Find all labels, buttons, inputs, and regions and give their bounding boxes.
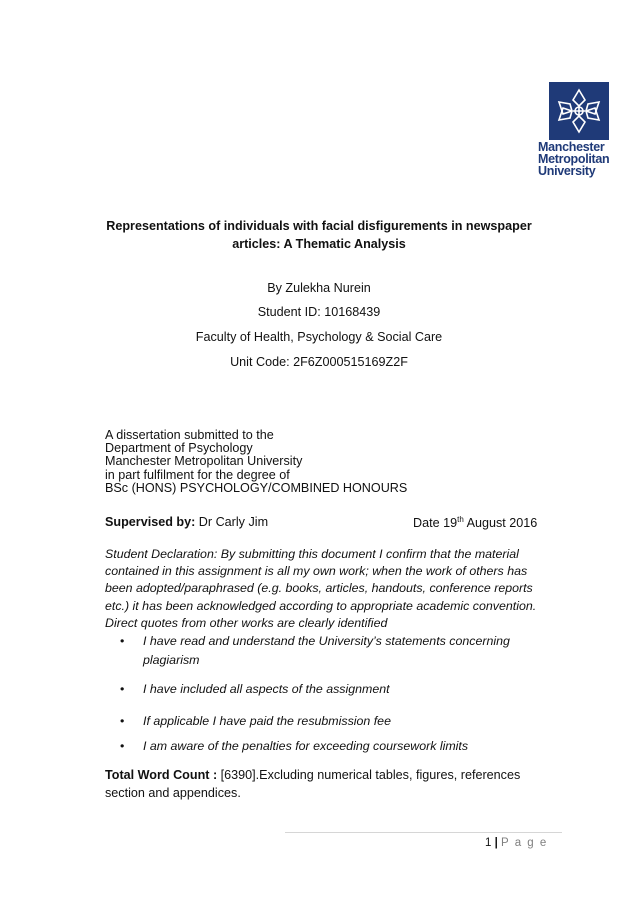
supervisor-label: Supervised by: [105, 515, 196, 529]
word-count-value: [6390].Excluding numerical tables, figures, references [217, 768, 521, 782]
submission-line: A dissertation submitted to the [105, 428, 274, 442]
bullet-icon: • [120, 682, 125, 696]
bullet-text: I have included all aspects of the assignment [143, 682, 390, 696]
submission-line: BSc (HONS) PSYCHOLOGY/COMBINED HONOURS [105, 480, 408, 495]
student-declaration [105, 546, 550, 632]
declaration-line: Direct quotes from other works are clearly identified [105, 615, 388, 630]
submission-statement [105, 429, 407, 495]
logo-emblem-icon [549, 82, 609, 140]
bullet-text: If applicable I have paid the resubmission fee [143, 714, 391, 728]
bullet-icon: • [120, 739, 125, 753]
bullet-icon: • [120, 634, 125, 648]
logo-line-1: Manchester [538, 140, 605, 154]
logo-line-3: University [538, 164, 596, 178]
footer-divider [285, 832, 562, 833]
supervisor [105, 515, 268, 529]
author: By Zulekha Nurein [267, 281, 371, 295]
declaration-line: etc.) it has been acknowledged according to appropriate academic convention. [105, 598, 537, 613]
word-count-label: Total Word Count : [105, 768, 218, 782]
submission-line: Department of Psychology [105, 441, 253, 456]
logo-line-2: Metropolitan [538, 152, 610, 166]
submission-line: Manchester Metropolitan University [105, 454, 303, 469]
declaration-line: been adopted/paraphrased (e.g. books, articles, handouts, conference reports [105, 581, 533, 596]
dissertation-title [100, 217, 538, 253]
date-suffix: August 2016 [463, 516, 538, 531]
date-prefix: Date 19 [413, 516, 458, 531]
page-number: 1 [485, 837, 492, 849]
unit-code: Unit Code: 2F6Z000515169Z2F [230, 355, 408, 369]
logo-wordmark [538, 141, 628, 177]
word-count-line-2: section and appendices. [105, 785, 241, 800]
student-id: Student ID: 10168439 [257, 305, 381, 319]
title-line-2: articles: A Thematic Analysis [232, 237, 406, 251]
date-ordinal: th [457, 515, 464, 524]
bullet-text: I have read and understand the University’s statements concerning [143, 634, 510, 648]
title-line-1: Representations of individuals with facial disfigurements in newspaper [106, 219, 532, 233]
faculty: Faculty of Health, Psychology & Social Care [195, 330, 443, 344]
word-count [105, 767, 550, 802]
submission-line: in part fulfilment for the degree of [105, 467, 290, 482]
footer-separator: | [494, 837, 498, 849]
bullet-text: plagiarism [143, 653, 200, 667]
declaration-line: Student Declaration: By submitting this document I confirm that the material [105, 547, 519, 561]
university-logo [538, 82, 622, 178]
bullet-text: I am aware of the penalties for exceeding coursework limits [143, 739, 469, 753]
submission-date [413, 515, 537, 530]
bullet-icon: • [120, 714, 125, 728]
page-label: P a g e [501, 837, 548, 849]
declaration-line: contained in this assignment is all my own work; when the work of others has [105, 564, 528, 579]
page-footer [485, 837, 548, 849]
supervisor-name: Dr Carly Jim [195, 515, 269, 529]
